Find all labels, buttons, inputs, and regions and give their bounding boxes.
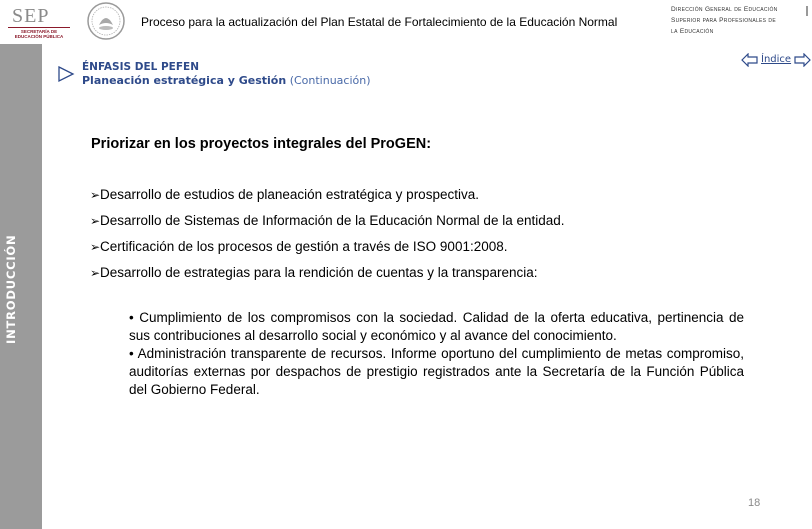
content-heading: Priorizar en los proyectos integrales del ProGEN: <box>91 136 432 152</box>
list-item-text: Certificación de los procesos de gestión a través de ISO 9001:2008. <box>100 239 508 254</box>
section-subtitle-main: Planeación estratégica y Gestión <box>82 74 287 87</box>
arrow-right-icon[interactable] <box>794 53 811 67</box>
list-item <box>90 238 565 264</box>
triangle-arrow-icon <box>57 65 75 83</box>
sidebar-label: INTRODUCCIÓN <box>4 234 18 344</box>
dot-bullet-icon: • <box>129 346 138 361</box>
list-item <box>129 345 744 399</box>
page-title: Proceso para la actualización del Plan Estatal de Fortalecimiento de la Educación Normal <box>141 15 618 29</box>
list-item <box>129 309 744 345</box>
chevron-bullet-icon: ➢ <box>90 188 101 202</box>
sep-logo-rule <box>8 27 70 28</box>
organization-line: Superior para Profesionales de <box>671 17 776 24</box>
page-number: 18 <box>748 497 761 509</box>
section-subtitle <box>82 74 371 87</box>
sep-logo <box>2 2 70 42</box>
chevron-bullet-icon: ➢ <box>90 240 101 254</box>
section-subtitle-note: (Continuación) <box>289 74 371 87</box>
list-item-text: Desarrollo de estudios de planeación estratégica y prospectiva. <box>100 187 479 202</box>
list-item-text: Cumplimiento de los compromisos con la sociedad. Calidad de la oferta educativa, pertinencia de sus contribuciones al desarrollo social y económico y al avance del conocimiento. <box>129 310 744 343</box>
organization-line: Dirección General de Educación <box>671 6 778 13</box>
sidebar <box>0 44 42 529</box>
list-item-text: Administración transparente de recursos. Informe oportuno del cumplimiento de metas compromiso, auditorías externas por despachos de prestigio registrados ante la Secretaría de la Función Pública del Gobierno Federal. <box>129 346 745 397</box>
list-item-text: Desarrollo de Sistemas de Información de la Educación Normal de la entidad. <box>100 213 565 228</box>
arrow-left-icon[interactable] <box>741 53 758 67</box>
priority-list <box>90 186 565 290</box>
header-edge-mark <box>806 6 808 16</box>
header <box>0 0 812 44</box>
list-item <box>90 186 565 212</box>
national-seal-icon <box>86 1 126 41</box>
sep-logo-subtext: SECRETARÍA DE EDUCACIÓN PÚBLICA <box>14 29 64 39</box>
index-link[interactable]: Índice <box>761 54 792 65</box>
list-item <box>90 264 565 290</box>
chevron-bullet-icon: ➢ <box>90 214 101 228</box>
list-item <box>90 212 565 238</box>
sep-logo-text: SEP <box>12 5 50 27</box>
section-label: ÉNFASIS DEL PEFEN <box>82 61 199 73</box>
organization-name <box>671 4 803 37</box>
organization-line: la Educación <box>671 28 714 35</box>
chevron-bullet-icon: ➢ <box>90 266 101 280</box>
dot-bullet-icon: • <box>129 310 140 325</box>
transparency-list <box>129 309 744 399</box>
list-item-text: Desarrollo de estrategias para la rendición de cuentas y la transparencia: <box>100 265 538 280</box>
